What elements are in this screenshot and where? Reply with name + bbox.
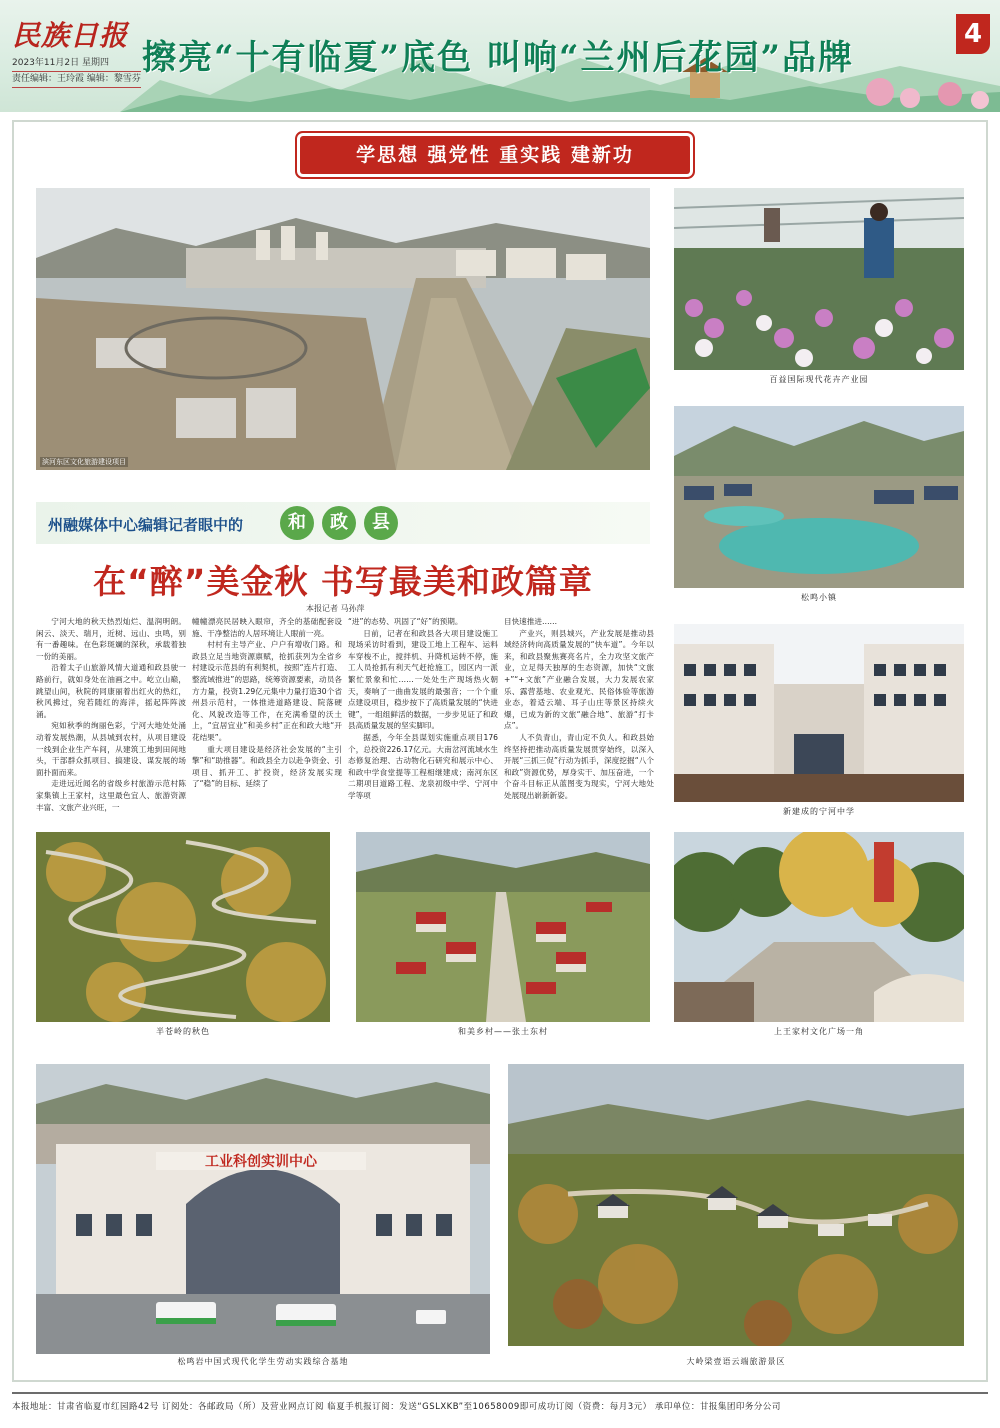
building-sign-text: 工业科创实训中心	[205, 1154, 317, 1170]
article-title: 在“醉”美金秋 书写最美和政篇章	[93, 562, 593, 601]
paragraph: 重大项目建设是经济社会发展的“主引擎”和“助推器”。和政县全力以赴争资金、引项目、抓开工、扩投资，经济发展实现了“稳”的目标、延续了	[192, 744, 342, 789]
article-column-4	[504, 616, 654, 802]
kicker-text: 州融媒体中心编辑记者眼中的	[48, 516, 244, 534]
newspaper-logo: 民族日报	[12, 19, 129, 52]
article-byline: 本报记者 马孙萍	[306, 604, 365, 613]
article-column-3	[348, 616, 498, 802]
paragraph: 幢幢漂亮民居映入眼帘，齐全的基础配套设施、干净整洁的人居环境让人眼前一亮。	[192, 617, 342, 638]
theme-banner: 学思想 强党性 重实践 建新功	[300, 136, 690, 174]
paragraph: 宛如秋季的绚丽色彩，宁河大地处处涌动着发展热潮，从县城到农村，从项目建设一线到企业生产车间，从建筑工地到田间地头，干部群众抓项目、搞建设、谋发展的场面扑面而来。	[36, 721, 186, 777]
caption-wangjia-square: 上王家村文化广场一角	[774, 1027, 864, 1036]
photo-dajian-scenic	[508, 1064, 964, 1346]
caption-ninghe-school: 新建成的宁河中学	[783, 807, 855, 816]
paragraph: 据悉，今年全县谋划实施重点项目176个，总投资226.17亿元。大南岔河流域水生态修复治理、古动物化石研究和展示中心、和政中学食堂提等工程相继建成；南河东区二期项目道路工程、龙泉初级中学、宁河中学等项	[348, 732, 498, 800]
paragraph: 沿着太子山旅游风情大道通和政县驶一路前行，就如身处在油画之中。屹立山巅，跳望山间，秋院的同康丽着出红火的热红，秋风拂过，宛若随红的海洋，摇起阵阵波涌。	[36, 663, 186, 719]
paragraph: 人不负青山，青山定不负人。和政县始终坚持把推动高质量发展贯穿始终，以深入开展“三抓三促”行动为抓手，深度挖掘“八个和政”资源优势，厚身实干、加压奋进，一个个奋斗目标正从蓝图变为现实，宁河大地处处展现出崭新新姿。	[504, 732, 654, 800]
masthead	[0, 0, 1000, 112]
paragraph: 日前，记者在和政县各大项目建设施工现场采访时看到，建设工地上工程车、运料车穿梭不止，搅拌机、升降机运转不停，施工人员抢抓有利天气赶抢施工，园区内一派繁忙景象和忙……一处处生产现场热火朝天，奏响了一曲曲发展的最强音；一个个重点建设项目，稳步按下了高质量发展的“快进键”，一组组鲜活的数据，一步步见证了和政县高质量发展的坚实脚印。	[348, 628, 498, 731]
kicker-circle-xian: 县	[364, 506, 398, 540]
photo-songming-town	[674, 406, 964, 588]
article-column-2	[192, 616, 342, 790]
kicker-circle-zheng: 政	[322, 506, 356, 540]
article-kicker	[36, 502, 650, 544]
caption-training-base: 松鸣岩中国式现代化学生劳动实践综合基地	[177, 1357, 349, 1366]
photo-orchid-greenhouse	[674, 188, 964, 370]
caption-songming-town: 松鸣小镇	[801, 593, 837, 602]
page-number-badge: 4	[956, 14, 990, 54]
photo-ninghe-school	[674, 624, 964, 802]
paragraph: 村村有主导产业、户户有增收门路。和政县立足当地资源禀赋，抢抓获列为全省乡村建设示范县的有利契机，按照“连片打造、整流域推进”的思路，统筹资源要素，动员各方力量，投资1.29亿元集中力量打造30个省州县示范村，一体推进道路建设、院落硬化、风貌改造等工作，在充满希望的沃土上，“宜居宜业”和美乡村”正在和政大地“开花结果”。	[192, 640, 342, 742]
photo-main-riverside	[36, 188, 650, 470]
page-footer: 本报地址：甘肃省临夏市红园路42号 订阅处：各邮政局（所）及营业网点订阅 临夏手机报订阅：发送“GSLXKB”至10658009即可成功订阅（资费：每月3元） 承印单位：甘报集团印务分公司	[12, 1402, 781, 1412]
paragraph: “进”的态势、巩固了“好”的预期。	[348, 617, 463, 626]
paragraph: 走进远近闻名的省级乡村旅游示范村陈家集镇上王家村，这里最色宜人、旅游资源丰富、文旅产业兴旺，一	[36, 779, 186, 812]
article-column-1	[36, 616, 186, 813]
caption-hemei-village: 和美乡村——张土东村	[458, 1027, 548, 1036]
paragraph: 目快速推进……	[504, 617, 558, 626]
paragraph: 产业兴，则县城兴，产业发展是推动县域经济转向高质量发展的“快车道”。今年以来，和政县聚焦赛亮名片，全力攻坚文旅产业，立足得天独厚的生态资源，加快“文旅+”“+文旅”产业融合发展，大力发展农家乐、露营基地、农业观光、民俗体验等旅游业态，着适云端、耳子山庄等景区持续火爆，已成为新的文旅“融合地”、旅游“打卡点”。	[504, 628, 654, 731]
page-headline: 擦亮“十有临夏”底色 叫响“兰州后花园”品牌	[142, 38, 855, 78]
editor-line: 责任编辑：王玲霞 编辑：黎雪芬	[12, 72, 141, 88]
photo-banlingxia-autumn	[36, 832, 330, 1022]
photo-wangjia-square	[674, 832, 964, 1022]
issue-meta	[12, 56, 141, 88]
caption-dajian-scenic: 大岭梁壹语云端旅游景区	[686, 1357, 786, 1366]
date-line: 2023年11月2日 星期四	[12, 56, 141, 72]
main-photo-tag: 滨河东区文化旅游建设项目	[42, 458, 126, 466]
photo-hemei-village	[356, 832, 650, 1022]
footer-divider	[12, 1392, 988, 1394]
caption-banlingxia: 半苍岭的秋色	[156, 1027, 210, 1036]
paragraph: 宁河大地的秋天热烈灿烂、温润明朗。闲云、淡天、瑞月，近树、远山、虫鸣，别有一番趣味。在色彩斑斓的深秋，承载着独一份的美丽。	[36, 617, 186, 661]
kicker-circle-he: 和	[280, 506, 314, 540]
photo-training-base	[36, 1064, 490, 1354]
caption-orchid: 百益国际现代花卉产业园	[769, 375, 869, 384]
